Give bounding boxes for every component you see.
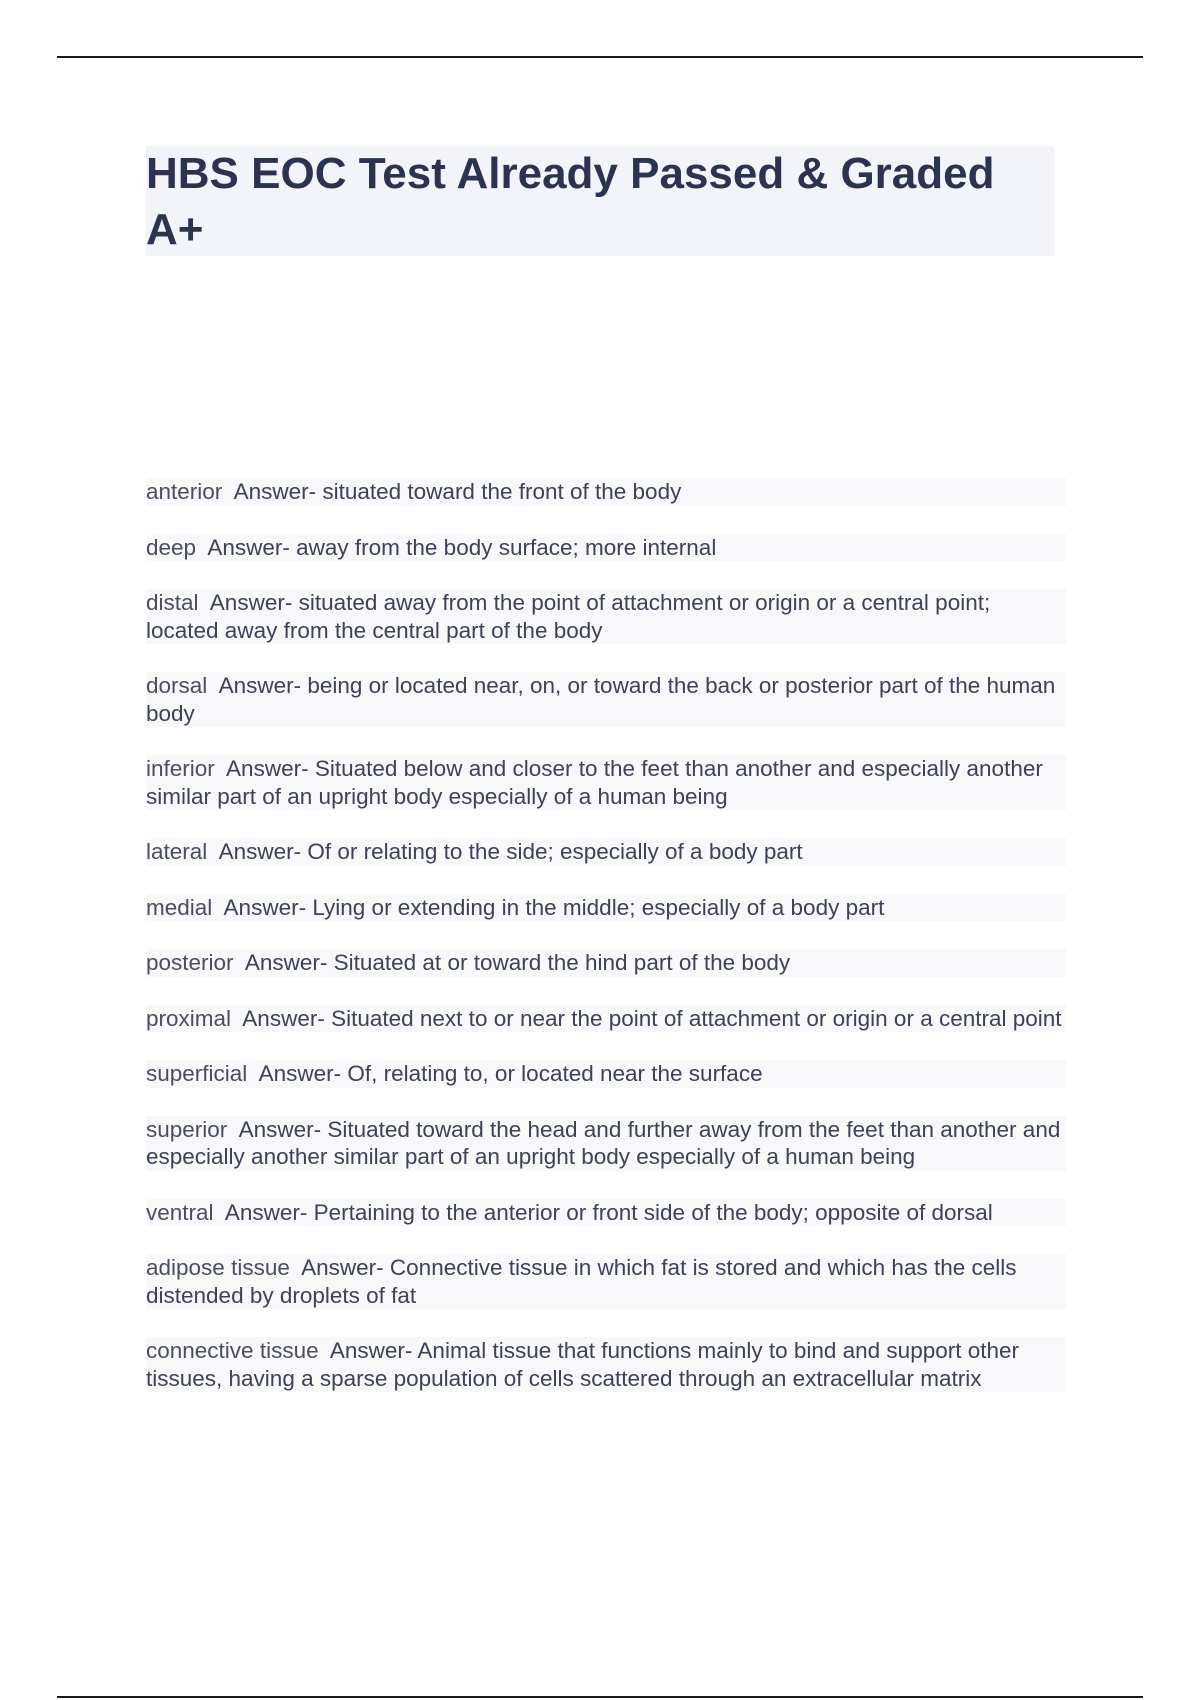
entry-term: lateral — [146, 839, 208, 864]
answer-prefix: Answer- — [329, 1338, 413, 1363]
entry-definition: being or located near, on, or toward the back or posterior part of the human body — [146, 673, 1056, 726]
answer-prefix: Answer- — [301, 1255, 384, 1280]
qa-entry — [146, 1005, 1066, 1033]
qa-entry — [146, 534, 1066, 562]
entry-term: superficial — [146, 1061, 248, 1086]
entry-definition: Of or relating to the side; especially of a body part — [307, 839, 803, 864]
entry-definition: Situated below and closer to the feet than another and especially another similar part of an upright body especially of a human being — [146, 756, 1043, 809]
entry-term: superior — [146, 1116, 228, 1142]
entry-definition: Of, relating to, or located near the surface — [347, 1061, 763, 1086]
answer-prefix: Answer- — [207, 534, 290, 560]
entry-definition: Situated next to or near the point of attachment or origin or a central point — [331, 1005, 1062, 1031]
entry-term: inferior — [146, 756, 215, 781]
entry-term: connective tissue — [146, 1338, 319, 1363]
title-block — [146, 146, 1054, 256]
entry-definition: away from the body surface; more internal — [296, 534, 717, 560]
answer-prefix: Answer- — [258, 1061, 342, 1086]
answer-prefix: Answer- — [224, 1199, 308, 1225]
entry-term: adipose tissue — [146, 1255, 290, 1280]
qa-entry — [146, 838, 1066, 866]
qa-entry — [146, 1060, 1066, 1088]
entry-definition: Lying or extending in the middle; especially of a body part — [312, 894, 885, 920]
entry-term: medial — [146, 894, 213, 920]
qa-entry — [146, 755, 1066, 810]
answer-prefix: Answer- — [233, 479, 317, 504]
qa-entry — [146, 894, 1066, 922]
entry-term: deep — [146, 534, 197, 560]
entry-definition: situated toward the front of the body — [322, 479, 682, 504]
entry-term: proximal — [146, 1005, 232, 1031]
entry-term: posterior — [146, 950, 234, 975]
qa-list — [146, 478, 1066, 1420]
bottom-rule — [57, 1696, 1143, 1698]
entry-definition: Situated toward the head and further away from the feet than another and especially another similar part of an upright body especially of a human being — [146, 1116, 1061, 1169]
qa-entry — [146, 949, 1066, 977]
document-title: HBS EOC Test Already Passed & Graded A+ — [146, 149, 995, 254]
answer-prefix: Answer- — [218, 839, 302, 864]
answer-prefix: Answer- — [223, 894, 307, 920]
entry-term: ventral — [146, 1199, 214, 1225]
entry-definition: Pertaining to the anterior or front side of the body; opposite of dorsal — [313, 1199, 993, 1225]
qa-entry — [146, 478, 1066, 506]
qa-entry — [146, 1254, 1066, 1309]
entry-term: distal — [146, 590, 199, 615]
entry-term: anterior — [146, 479, 223, 504]
answer-prefix: Answer- — [226, 756, 309, 781]
entry-definition: situated away from the point of attachment or origin or a central point; located away from the central part of the body — [146, 590, 991, 643]
top-rule — [57, 56, 1143, 58]
qa-entry — [146, 1199, 1066, 1227]
answer-prefix: Answer- — [209, 590, 293, 615]
answer-prefix: Answer- — [238, 1116, 322, 1142]
qa-entry — [146, 672, 1066, 727]
qa-entry — [146, 1116, 1066, 1171]
entry-definition: Situated at or toward the hind part of the body — [333, 950, 791, 975]
entry-term: dorsal — [146, 673, 208, 698]
entry-definition: Connective tissue in which fat is stored and which has the cells distended by droplets of fat — [146, 1255, 1017, 1308]
answer-prefix: Answer- — [218, 673, 302, 698]
qa-entry — [146, 589, 1066, 644]
answer-prefix: Answer- — [242, 1005, 325, 1031]
qa-entry — [146, 1337, 1066, 1392]
answer-prefix: Answer- — [244, 950, 328, 975]
entry-definition: Animal tissue that functions mainly to bind and support other tissues, having a sparse population of cells scattered through an extracellular matrix — [146, 1338, 1020, 1391]
